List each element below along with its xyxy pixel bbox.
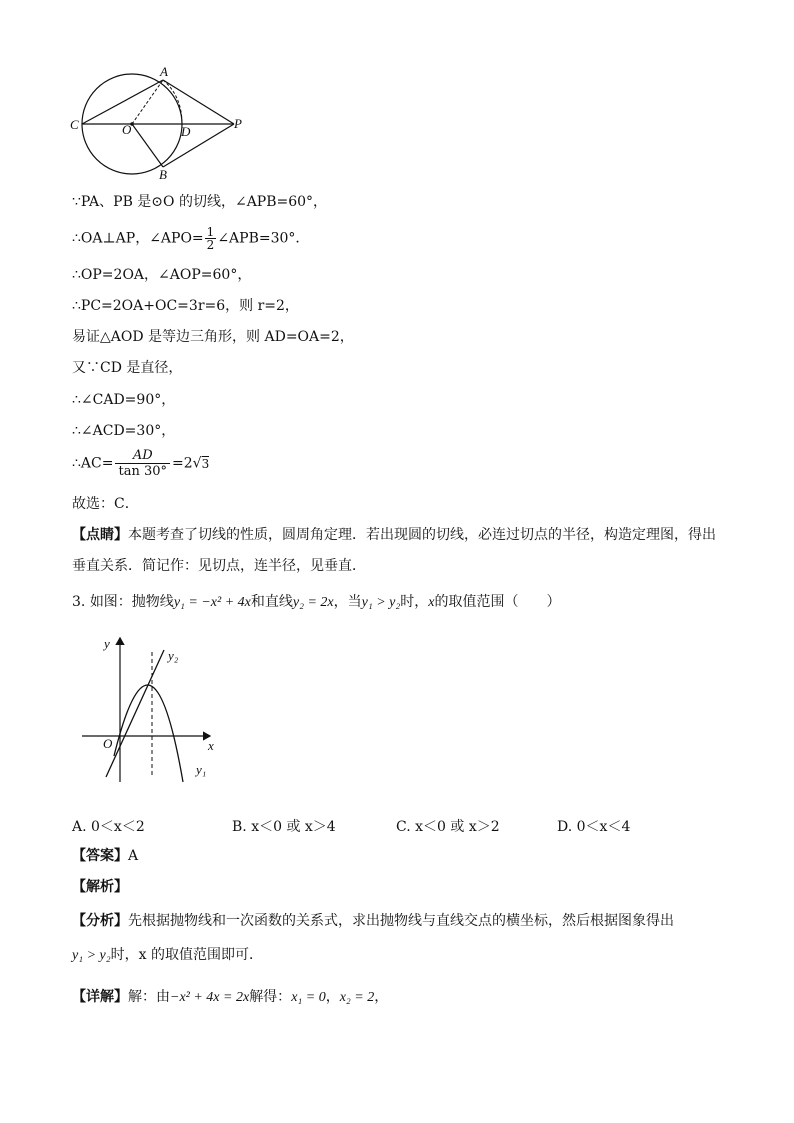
graph-origin-label: O — [103, 736, 113, 751]
solution-line-1: ∵PA、PB 是⊙O 的切线，∠APB=60°， — [72, 194, 328, 210]
option-a-text: 0＜x＜2 — [91, 819, 145, 835]
question-text-5: 的取值范围（ ） — [434, 594, 561, 610]
xiangjie-end: ， — [374, 989, 389, 1005]
fraction-ad-tan — [115, 448, 170, 479]
question-text-1: 如图：抛物线 — [89, 594, 174, 610]
xiangjie-line — [72, 987, 388, 1008]
line-ob — [132, 124, 163, 167]
option-c[interactable] — [396, 816, 500, 836]
solution-line-2 — [72, 226, 309, 251]
fenxi-tag: 【分析】 — [72, 913, 128, 929]
line-y2 — [106, 650, 164, 777]
option-d[interactable] — [557, 816, 630, 836]
option-d-text: 0＜x＜4 — [576, 819, 631, 835]
xiangjie-sep: ， — [325, 989, 340, 1005]
comment-text: 本题考查了切线的性质，圆周角定理．若出现圆的切线，必连过切点的半径，构造定理图，得出 — [128, 527, 716, 543]
label-c: C — [70, 117, 79, 132]
question-var: x — [428, 595, 435, 610]
answer-value: A — [128, 848, 139, 864]
xiangjie-text: 解：由 — [128, 989, 170, 1005]
label-p: P — [234, 116, 242, 131]
label-d: D — [181, 124, 191, 139]
sqrt-radicand: 3 — [201, 456, 210, 471]
parabola-y1 — [114, 685, 183, 782]
graph-y2-label: y₂ — [168, 648, 179, 663]
solution-line-4: ∴PC=2OA+OC=3r=6，则 r=2， — [72, 298, 299, 314]
question-text-2: 和直线 — [250, 594, 293, 610]
line-9-post: =2 — [172, 455, 193, 472]
question-text-3: ，当 — [333, 594, 362, 610]
fenxi-condition: y₁ > y₂ — [72, 948, 111, 963]
option-a[interactable] — [72, 816, 145, 836]
fenxi-line-2 — [72, 945, 263, 966]
equation-line: y₂ = 2x — [292, 595, 334, 610]
label-b: B — [159, 167, 167, 182]
line-bp — [163, 124, 234, 167]
graph-y-label: y — [104, 636, 110, 651]
solution-line-9 — [72, 448, 209, 479]
question-number: 3. — [72, 594, 86, 610]
answer-line — [72, 846, 138, 866]
xiangjie-tag: 【详解】 — [72, 989, 128, 1005]
comment-tag: 【点睛】 — [72, 527, 128, 543]
line-ap — [163, 80, 234, 124]
solution-line-10: 故选：C． — [72, 496, 139, 512]
line-2-pre: ∴OA⊥AP，∠APO= — [72, 230, 204, 247]
frac-num: 1 — [206, 225, 215, 239]
question-text-4: 时， — [400, 594, 429, 610]
condition: y₁ > y₂ — [361, 595, 401, 610]
frac-ad: AD — [115, 448, 170, 464]
answer-tag: 【答案】 — [72, 848, 128, 864]
label-o: O — [122, 122, 132, 137]
option-d-letter: D. — [557, 819, 573, 835]
comment-line-1 — [72, 525, 716, 545]
equation-parabola: y₁ = −x² + 4x — [173, 595, 251, 610]
option-c-letter: C. — [396, 819, 411, 835]
question-3 — [72, 592, 560, 613]
xiangjie-equation: −x² + 4x = 2x — [170, 990, 250, 1005]
graph-x-label: x — [208, 738, 214, 753]
fenxi-text: 先根据抛物线和一次函数的关系式，求出抛物线与直线交点的横坐标，然后根据图象得出 — [128, 913, 674, 929]
option-b-text: x＜0 或 x＞4 — [251, 819, 336, 835]
label-a: A — [160, 64, 168, 79]
solution-line-8: ∴∠ACD=30°， — [72, 423, 176, 439]
circle-tangent-figure — [66, 64, 256, 182]
solution-line-5: 易证△AOD 是等边三角形，则 AD=OA=2， — [72, 329, 354, 345]
option-b-letter: B. — [232, 819, 247, 835]
fenxi-line-1 — [72, 911, 674, 931]
solution-x2: x₂ = 2 — [339, 990, 375, 1005]
option-c-text: x＜0 或 x＞2 — [415, 819, 500, 835]
fraction-half — [205, 226, 217, 251]
option-b[interactable] — [232, 816, 336, 836]
sqrt-sign: √ — [192, 455, 202, 472]
option-a-letter: A. — [72, 819, 87, 835]
parabola-graph — [76, 632, 226, 792]
solution-line-3: ∴OP=2OA，∠AOP=60°， — [72, 267, 252, 283]
comment-line-2: 垂直关系．简记作：见切点，连半径，见垂直． — [72, 558, 366, 574]
line-ca — [82, 80, 163, 124]
solution-x1: x₁ = 0 — [291, 990, 326, 1005]
frac-tan: tan 30° — [118, 464, 167, 479]
frac-den: 2 — [206, 238, 215, 252]
line-9-pre: ∴AC= — [72, 455, 114, 472]
graph-y1-label: y₁ — [196, 762, 207, 777]
xiangjie-text-2: 解得： — [249, 989, 292, 1005]
fenxi-line-2-text: 时，x 的取值范围即可． — [110, 947, 263, 963]
solution-line-6: 又∵CD 是直径， — [72, 360, 183, 376]
analysis-tag: 【解析】 — [72, 879, 128, 895]
line-2-post: ∠APB=30°． — [217, 230, 310, 247]
solution-line-7: ∴∠CAD=90°， — [72, 392, 176, 408]
line-oa-dashed — [132, 80, 163, 124]
